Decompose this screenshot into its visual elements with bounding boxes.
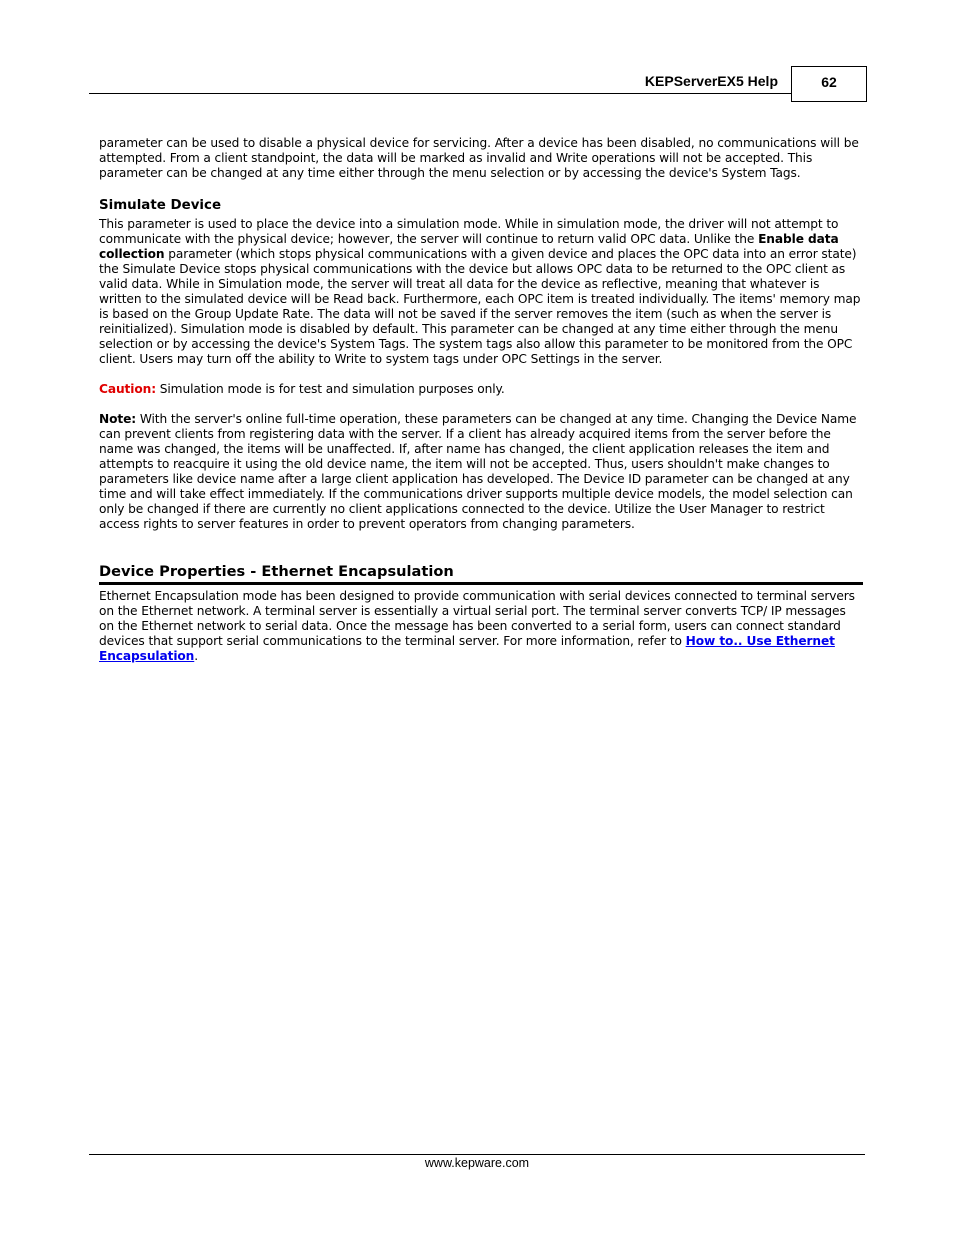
footer-url: www.kepware.com	[424, 1156, 530, 1170]
simulate-text-start: This parameter is used to place the device into a simulation mode. While in simulation mode, the driver will not attempt to communicate with the physical device; however, the server will continue to return valid OPC data. Unlike the	[99, 217, 839, 246]
page-content	[99, 136, 863, 664]
note-paragraph	[99, 412, 863, 532]
simulate-text-end: parameter (which stops physical communications with a given device and places the OPC data into an error state) the Simulate Device stops physical communications with the device but allows OPC data to be returned to the OPC client as valid data. While in Simulation mode, the server will treat all data for the device as reflective, meaning that whatever is written to the simulated device will be Read back. Furthermore, each OPC item is treated individually. The items' memory map is based on the Group Update Rate. The data will not be saved if the server removes the item (such as when the server is reinitialized). Simulation mode is disabled by default. This parameter can be changed at any time either through the menu selection or by accessing the device's System Tags. The system tags also allow this parameter to be monitored from the OPC client. Users may turn off the ability to Write to system tags under OPC Settings in the server.	[99, 247, 861, 366]
note-text: With the server's online full-time operation, these parameters can be changed at any time. Changing the Device Name can prevent clients from registering data with the server. If a client has already acquired items from the server before the name was changed, the items will be unaffected. If, after name has changed, the client application releases the item and attempts to reacquire it using the old device name, the item will not be accepted. Thus, users shouldn't make changes to parameters like device name after a large client application has developed. The Device ID parameter can be changed at any time and will take effect immediately. If the communications driver supports multiple device models, the model selection can only be changed if there are currently no client applications connected to the device. Utilize the User Manager to restrict access rights to server features in order to prevent operators from changing parameters.	[99, 412, 857, 531]
simulate-device-heading: Simulate Device	[99, 198, 222, 213]
caution-paragraph	[99, 382, 863, 397]
page-number: 62	[791, 66, 867, 102]
note-label: Note:	[99, 412, 137, 426]
ethernet-encapsulation-link[interactable]: How to.. Use Ethernet Encapsulation	[99, 634, 835, 663]
caution-label: Caution:	[99, 382, 156, 396]
ethernet-trailing-period: .	[194, 649, 199, 663]
footer-rule	[89, 1154, 865, 1155]
ethernet-text: Ethernet Encapsulation mode has been designed to provide communication with serial devices connected to terminal servers on the Ethernet network. A terminal server is essentially a virtual serial port. The terminal server converts TCP/ IP messages on the Ethernet network to serial data. Once the message has been converted to a serial form, users can connect standard devices that support serial communications to the terminal server. For more information, refer to	[99, 589, 855, 648]
ethernet-paragraph	[99, 589, 863, 664]
ethernet-encapsulation-heading: Device Properties - Ethernet Encapsulation	[99, 563, 863, 585]
intro-paragraph: parameter can be used to disable a physical device for servicing. After a device has been disabled, no communications will be attempted. From a client standpoint, the data will be marked as invalid and Write operations will not be accepted. This parameter can be changed at any time either through the menu selection or by accessing the device's System Tags.	[99, 136, 859, 180]
header-rule	[89, 93, 791, 94]
header-title: KEPServerEX5 Help	[644, 73, 778, 89]
simulate-device-paragraph	[99, 217, 863, 367]
enable-data-collection-term: Enable data collection	[99, 232, 839, 261]
caution-text: Simulation mode is for test and simulation purposes only.	[155, 382, 505, 396]
